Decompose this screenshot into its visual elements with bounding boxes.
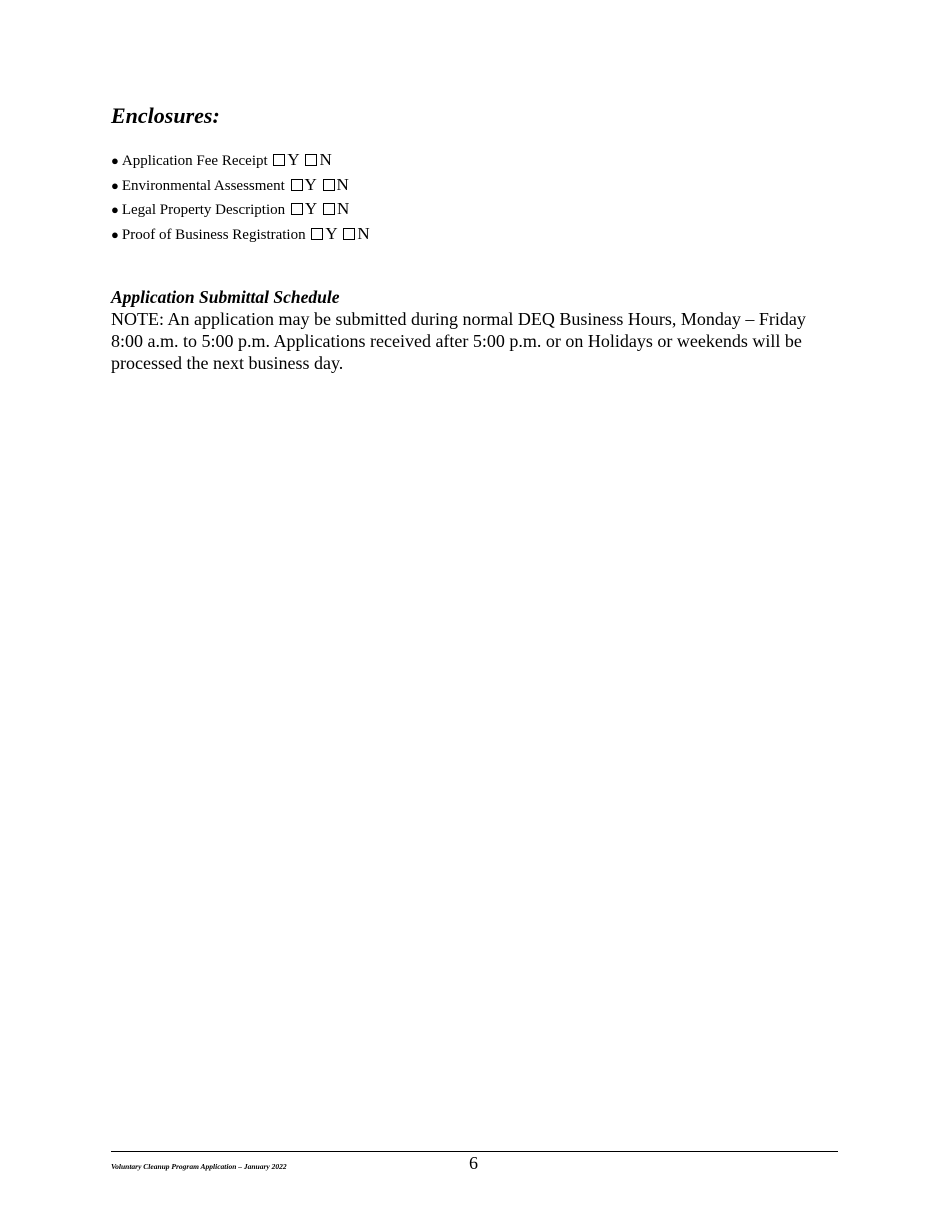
- enclosure-label: Legal Property Description: [121, 202, 286, 218]
- no-label: N: [336, 199, 350, 218]
- no-checkbox[interactable]: [343, 228, 355, 240]
- bullet-icon: ●: [111, 202, 119, 217]
- enclosure-item-legal-property-description: [111, 197, 370, 222]
- enclosure-label: Environmental Assessment: [121, 177, 285, 194]
- enclosure-label: Application Fee Receipt: [121, 153, 268, 169]
- enclosure-item-environmental-assessment: [111, 173, 370, 198]
- schedule-title: Application Submittal Schedule: [111, 287, 340, 307]
- enclosure-label: Proof of Business Registration: [121, 226, 306, 243]
- yes-checkbox[interactable]: [291, 203, 303, 215]
- bullet-icon: ●: [111, 153, 119, 168]
- page-number: 6: [469, 1153, 478, 1173]
- no-label: N: [319, 150, 332, 169]
- yes-label: Y: [325, 223, 338, 243]
- yes-checkbox[interactable]: [273, 154, 285, 166]
- yes-checkbox[interactable]: [311, 228, 323, 240]
- yes-checkbox[interactable]: [291, 179, 303, 191]
- yes-label: Y: [304, 199, 318, 218]
- bullet-icon: ●: [111, 226, 119, 242]
- schedule-note: NOTE: An application may be submitted during normal DEQ Business Hours, Monday – Friday 8:00 a.m. to 5:00 p.m. Applications received after 5:00 p.m. or on Holidays or weekends will be processed the next business day.: [111, 309, 806, 373]
- no-checkbox[interactable]: [305, 154, 317, 166]
- footer-document-title: Voluntary Cleanup Program Application – January 2022: [111, 1162, 287, 1171]
- yes-label: Y: [287, 150, 300, 169]
- enclosure-item-proof-of-business-registration: [111, 222, 370, 247]
- footer-divider: [111, 1151, 838, 1152]
- no-label: N: [336, 174, 349, 194]
- no-checkbox[interactable]: [323, 203, 335, 215]
- bullet-icon: ●: [111, 177, 119, 193]
- enclosure-item-application-fee-receipt: [111, 148, 370, 173]
- yes-label: Y: [304, 174, 317, 194]
- enclosures-heading: Enclosures:: [111, 103, 220, 128]
- no-checkbox[interactable]: [323, 179, 335, 191]
- enclosure-list: [111, 148, 370, 246]
- no-label: N: [357, 223, 370, 243]
